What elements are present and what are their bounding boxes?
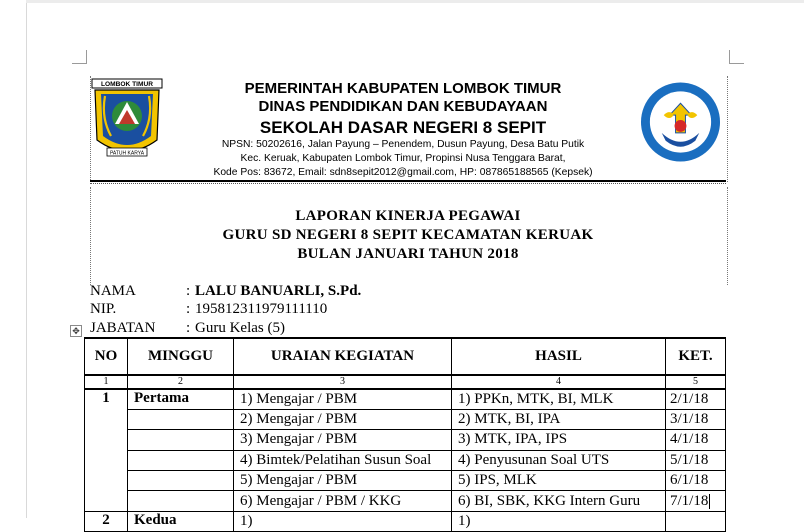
table-row bbox=[85, 430, 726, 450]
column-header-ket: KET. bbox=[666, 338, 726, 375]
week-cell-empty[interactable] bbox=[128, 471, 234, 491]
activity-cell[interactable]: 1) bbox=[234, 511, 452, 531]
text-cursor bbox=[709, 494, 710, 509]
column-header-minggu: MINGGU bbox=[128, 338, 234, 375]
report-title: LAPORAN KINERJA PEGAWAI bbox=[295, 208, 521, 224]
row-number-empty[interactable] bbox=[85, 409, 128, 429]
date-cell[interactable]: 4/1/18 bbox=[666, 430, 726, 450]
column-header-no: NO bbox=[85, 338, 128, 375]
date-value: 7/1/18 bbox=[670, 492, 709, 509]
page-left-edge bbox=[26, 0, 27, 518]
date-cell[interactable] bbox=[666, 491, 726, 511]
nip-colon: : bbox=[186, 301, 191, 317]
tut-wuri-handayani-emblem-icon bbox=[640, 81, 721, 163]
crop-mark bbox=[730, 63, 744, 64]
date-cell[interactable]: 3/1/18 bbox=[666, 409, 726, 429]
nip-label: NIP. bbox=[90, 301, 117, 317]
activity-cell[interactable]: 1) Mengajar / PBM bbox=[234, 389, 452, 409]
result-cell[interactable]: 1) PPKn, MTK, BI, MLK bbox=[452, 389, 666, 409]
result-cell[interactable]: 2) MTK, BI, IPA bbox=[452, 409, 666, 429]
column-number: 1 bbox=[85, 375, 128, 389]
result-cell[interactable]: 6) BI, SBK, KKG Intern Guru bbox=[452, 491, 666, 511]
table-header-row bbox=[85, 338, 726, 375]
jabatan-colon: : bbox=[186, 320, 191, 336]
department-name: DINAS PENDIDIKAN DAN KEBUDAYAAN bbox=[258, 98, 548, 115]
letterhead-rule bbox=[90, 180, 726, 182]
week-cell-empty[interactable] bbox=[128, 430, 234, 450]
page-top-edge bbox=[26, 0, 804, 3]
table-row bbox=[85, 389, 726, 409]
crop-mark bbox=[86, 50, 87, 64]
column-number-row bbox=[85, 375, 726, 389]
activity-cell[interactable]: 2) Mengajar / PBM bbox=[234, 409, 452, 429]
school-contact-line: Kode Pos: 83672, Email: sdn8sepit2012@gmail.com, HP: 087865188565 (Kepsek) bbox=[213, 167, 593, 178]
nip-value: 195812311979111110 bbox=[195, 301, 328, 317]
row-number-empty[interactable] bbox=[85, 450, 128, 470]
crop-mark bbox=[729, 50, 730, 64]
week-label[interactable]: Pertama bbox=[128, 389, 234, 409]
activity-cell[interactable]: 3) Mengajar / PBM bbox=[234, 430, 452, 450]
emblem-top-text: LOMBOK TIMUR bbox=[100, 81, 154, 89]
activity-cell[interactable]: 6) Mengajar / PBM / KKG bbox=[234, 491, 452, 511]
column-number: 5 bbox=[666, 375, 726, 389]
column-number: 4 bbox=[452, 375, 666, 389]
week-cell-empty[interactable] bbox=[128, 491, 234, 511]
week-cell-empty[interactable] bbox=[128, 409, 234, 429]
column-number: 2 bbox=[128, 375, 234, 389]
row-number[interactable]: 2 bbox=[85, 511, 128, 531]
emblem-ribbon-text: PATUH KARYA bbox=[109, 150, 145, 157]
activity-table bbox=[84, 337, 726, 532]
report-subtitle: GURU SD NEGERI 8 SEPIT KECAMATAN KERUAK bbox=[222, 227, 594, 243]
emblem-circle-text: TUT WURI HANDAYANI bbox=[649, 91, 712, 121]
letterhead-rule-dotted bbox=[90, 183, 726, 184]
date-cell-empty[interactable] bbox=[666, 511, 726, 531]
lombok-timur-emblem-icon bbox=[91, 78, 163, 164]
table-move-handle-icon[interactable]: ✥ bbox=[70, 325, 82, 337]
column-header-hasil: HASIL bbox=[452, 338, 666, 375]
result-cell[interactable]: 4) Penyusunan Soal UTS bbox=[452, 450, 666, 470]
nama-label: NAMA bbox=[90, 283, 136, 299]
date-cell[interactable]: 5/1/18 bbox=[666, 450, 726, 470]
report-period: BULAN JANUARI TAHUN 2018 bbox=[297, 246, 519, 262]
table-row bbox=[85, 491, 726, 511]
row-number-empty[interactable] bbox=[85, 430, 128, 450]
table-row bbox=[85, 471, 726, 491]
nama-value: LALU BANUARLI, S.Pd. bbox=[195, 283, 362, 299]
row-number-empty[interactable] bbox=[85, 471, 128, 491]
gov-name: PEMERINTAH KABUPATEN LOMBOK TIMUR bbox=[244, 80, 562, 97]
column-number: 3 bbox=[234, 375, 452, 389]
row-number-empty[interactable] bbox=[85, 491, 128, 511]
school-address-line-1: NPSN: 50202616, Jalan Payung – Penendem, Dusun Payung, Desa Batu Putik bbox=[221, 139, 585, 150]
result-cell[interactable]: 5) IPS, MLK bbox=[452, 471, 666, 491]
school-address-line-2: Kec. Keruak, Kabupaten Lombok Timur, Propinsi Nusa Tenggara Barat, bbox=[240, 153, 566, 164]
jabatan-label: JABATAN bbox=[90, 320, 156, 336]
jabatan-value: Guru Kelas (5) bbox=[195, 320, 285, 336]
table-row bbox=[85, 511, 726, 531]
result-cell[interactable]: 1) bbox=[452, 511, 666, 531]
nama-colon: : bbox=[186, 283, 191, 299]
date-cell[interactable]: 6/1/18 bbox=[666, 471, 726, 491]
crop-mark bbox=[72, 63, 86, 64]
school-name: SEKOLAH DASAR NEGERI 8 SEPIT bbox=[259, 118, 547, 137]
week-cell-empty[interactable] bbox=[128, 450, 234, 470]
table-row bbox=[85, 409, 726, 429]
activity-cell[interactable]: 4) Bimtek/Pelatihan Susun Soal bbox=[234, 450, 452, 470]
activity-cell[interactable]: 5) Mengajar / PBM bbox=[234, 471, 452, 491]
date-cell[interactable]: 2/1/18 bbox=[666, 389, 726, 409]
result-cell[interactable]: 3) MTK, IPA, IPS bbox=[452, 430, 666, 450]
table-row bbox=[85, 450, 726, 470]
week-label[interactable]: Kedua bbox=[128, 511, 234, 531]
row-number[interactable]: 1 bbox=[85, 389, 128, 409]
column-header-uraian: URAIAN KEGIATAN bbox=[234, 338, 452, 375]
